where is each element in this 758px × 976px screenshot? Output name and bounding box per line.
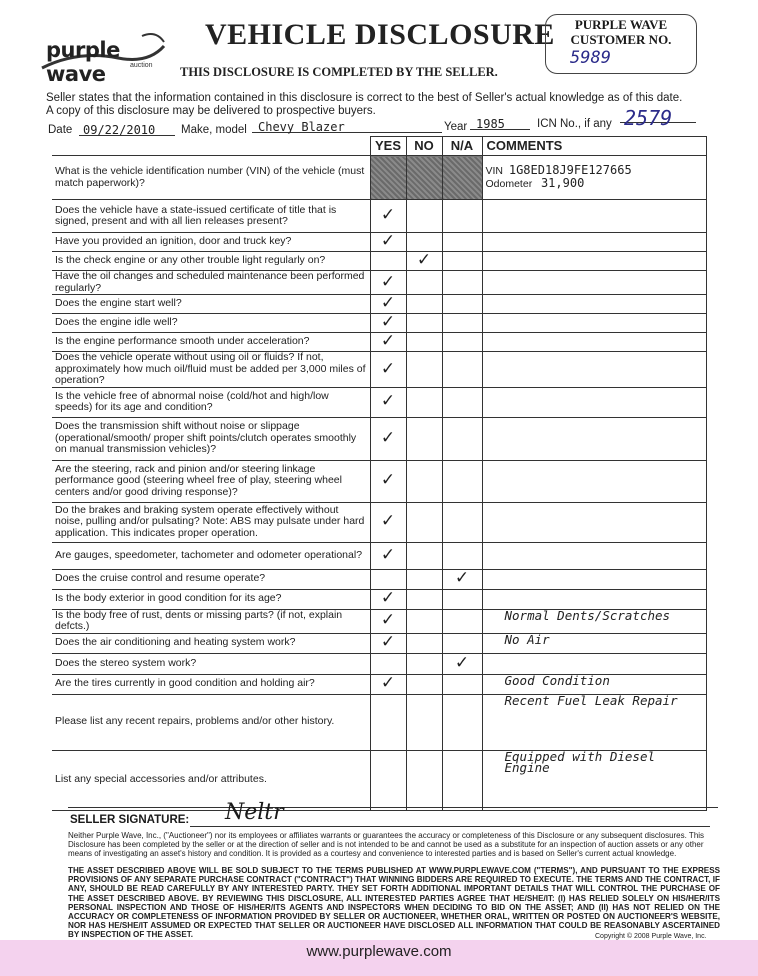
yes-check-cell[interactable]: ✓ bbox=[370, 542, 406, 569]
logo-sub: auction bbox=[130, 62, 153, 69]
question-row bbox=[52, 233, 706, 252]
question-row bbox=[52, 694, 706, 750]
comment-cell[interactable] bbox=[482, 333, 706, 352]
na-check-cell[interactable] bbox=[442, 295, 482, 314]
comment-cell[interactable]: Good Condition bbox=[482, 674, 706, 694]
date-value: 09/22/2010 bbox=[83, 123, 156, 137]
no-check-cell[interactable] bbox=[406, 542, 442, 569]
no-check-cell[interactable] bbox=[406, 589, 442, 609]
question-text: Does the vehicle have a state-issued certificate of title that is signed, present and with all lien releases present? bbox=[52, 200, 370, 233]
comment-cell[interactable]: Equipped with Diesel Engine bbox=[482, 750, 706, 810]
na-check-cell[interactable]: ✓ bbox=[442, 653, 482, 674]
purple-wave-logo bbox=[38, 28, 168, 86]
comment-cell[interactable]: Recent Fuel Leak Repair bbox=[482, 694, 706, 750]
yes-check-cell[interactable]: ✓ bbox=[370, 633, 406, 653]
no-check-cell[interactable] bbox=[406, 417, 442, 460]
comment-cell[interactable]: No Air bbox=[482, 633, 706, 653]
yes-check-cell[interactable] bbox=[370, 569, 406, 589]
customer-box-line1: PURPLE WAVE bbox=[574, 17, 668, 32]
na-check-cell[interactable] bbox=[442, 589, 482, 609]
odometer-label: Odometer bbox=[485, 177, 533, 190]
yes-check-cell[interactable]: ✓ bbox=[370, 352, 406, 388]
na-check-cell[interactable] bbox=[442, 252, 482, 271]
question-row bbox=[52, 417, 706, 460]
question-row bbox=[52, 609, 706, 633]
question-row bbox=[52, 653, 706, 674]
no-check-cell[interactable] bbox=[406, 633, 442, 653]
na-check-cell[interactable] bbox=[442, 200, 482, 233]
comment-cell[interactable] bbox=[482, 233, 706, 252]
question-text: Does the air conditioning and heating system work? bbox=[52, 633, 370, 653]
footer-bar bbox=[0, 940, 758, 976]
no-check-cell[interactable]: ✓ bbox=[406, 252, 442, 271]
terms-text: THE ASSET DESCRIBED ABOVE WILL BE SOLD SUBJECT TO THE TERMS PUBLISHED AT WWW.PURPLEWAVE.COM ("TERMS"), AND PURSUANT TO THE EXPRESS PROVISIONS OF ANY SEPARATE PURCHASE CONTRACT ("CONTRACT") THAT WINNING BIDDERS ARE REQUIRED TO EXECUTE. THE TERMS AND THE CONTRACT, IF ANY, SHOULD BE READ CAREFULLY BY ANY INTERESTED PARTY. THEY SET FORTH ADDITIONAL IMPORTANT DETAILS THAT WILL CONTROL THE PURCHASE OF THE ASSET DESCRIBED ABOVE. BY REVIEWING THIS DISCLOSURE, ALL INTERESTED PARTIES AGREE THAT HE/SHE/IT: (I) HAS RELIED SOLELY ON HIS/HER/ITS PERSONAL INSPECTION AND THOSE OF HIS/HER/ITS AGENTS AND INSPECTORS WHEN DECIDING TO BID ON THE ASSET; AND (II) HAS NOT RELIED ON THE ACCURACY OR COMPLETENESS OF INFORMATION PROVIDED BY SELLER OR AUCTIONEER, WHETHER ORAL, WRITTEN OR POSTED ON AUCTIONEER'S WEBSITE, NOR HAS HE/SHE/IT ASSUMED OR EXPECTED THAT SELLER OR AUCTIONEER HAVE DISCLOSED ALL INFORMATION THAT COULD BE REASONABLY ASCERTAINED BY INSPECTION OF THE ASSET. bbox=[68, 866, 720, 940]
comment-cell[interactable]: Normal Dents/Scratches bbox=[482, 609, 706, 633]
date-field[interactable] bbox=[79, 121, 175, 136]
comment-cell[interactable] bbox=[482, 542, 706, 569]
question-text: Please list any recent repairs, problems and/or other history. bbox=[52, 694, 370, 750]
question-text: Does the cruise control and resume operate? bbox=[52, 569, 370, 589]
yes-check-cell[interactable]: ✓ bbox=[370, 333, 406, 352]
question-text: Is the body exterior in good condition for its age? bbox=[52, 589, 370, 609]
no-check-cell[interactable] bbox=[406, 694, 442, 750]
na-check-cell[interactable] bbox=[442, 633, 482, 653]
make-field[interactable] bbox=[252, 118, 442, 133]
question-row bbox=[52, 502, 706, 542]
col-na: N/A bbox=[442, 137, 482, 156]
question-row bbox=[52, 200, 706, 233]
year-label: Year bbox=[444, 121, 468, 133]
yes-check-cell[interactable]: ✓ bbox=[370, 502, 406, 542]
no-check-cell[interactable] bbox=[406, 295, 442, 314]
no-check-cell[interactable] bbox=[406, 460, 442, 502]
na-check-cell[interactable] bbox=[442, 460, 482, 502]
col-yes: YES bbox=[370, 137, 406, 156]
yes-check-cell[interactable]: ✓ bbox=[370, 314, 406, 333]
signature-scrawl: Neltr bbox=[225, 800, 284, 825]
na-check-cell[interactable] bbox=[442, 609, 482, 633]
no-check-cell[interactable] bbox=[406, 333, 442, 352]
question-row bbox=[52, 569, 706, 589]
question-text: Are the steering, rack and pinion and/or steering linkage performance good (steering wheel free of play, steering wheel centers and/or good driving response)? bbox=[52, 460, 370, 502]
customer-number: 5989 bbox=[570, 48, 611, 68]
question-row bbox=[52, 271, 706, 295]
vin-label: VIN bbox=[485, 165, 504, 177]
year-field[interactable] bbox=[470, 115, 530, 130]
vin-odometer-cell[interactable] bbox=[482, 156, 706, 200]
signature-label: SELLER SIGNATURE: bbox=[70, 814, 190, 826]
customer-number-box bbox=[545, 14, 697, 74]
na-check-cell[interactable] bbox=[442, 352, 482, 388]
no-check-cell[interactable] bbox=[406, 233, 442, 252]
no-check-cell[interactable] bbox=[406, 750, 442, 810]
col-comments: COMMENTS bbox=[482, 137, 706, 156]
intro-text bbox=[46, 92, 682, 118]
no-check-cell[interactable] bbox=[406, 569, 442, 589]
yes-check-cell[interactable]: ✓ bbox=[370, 609, 406, 633]
question-text: Are the tires currently in good condition and holding air? bbox=[52, 674, 370, 694]
comment-cell[interactable] bbox=[482, 502, 706, 542]
question-text: Is the check engine or any other trouble light regularly on? bbox=[52, 252, 370, 271]
na-check-cell[interactable] bbox=[442, 502, 482, 542]
fine-print: Neither Purple Wave, Inc., ("Auctioneer") nor its employees or affiliates warrants or guarantees the accuracy or completeness of this Disclosure or any subsequent disclosures. This Disclosure has been completed by the seller or at the direction of seller and is not intended to be and cannot be used as a substitute for an inspection of auction assets or any other means of investigating an asset's history and condition. It is provided as a courtesy and convenience to interested parties and is based on Seller's current actual knowledge. bbox=[68, 831, 705, 858]
yes-check-cell[interactable]: ✓ bbox=[370, 674, 406, 694]
na-check-cell[interactable] bbox=[442, 417, 482, 460]
make-value: Chevy Blazer bbox=[258, 120, 345, 134]
comment-cell[interactable] bbox=[482, 387, 706, 417]
no-check-cell[interactable] bbox=[406, 271, 442, 295]
question-row bbox=[52, 387, 706, 417]
icn-field[interactable] bbox=[620, 106, 696, 130]
icn-label: ICN No., if any bbox=[537, 118, 612, 130]
na-check-cell[interactable] bbox=[442, 750, 482, 810]
shaded-cell bbox=[370, 156, 406, 200]
no-check-cell[interactable] bbox=[406, 352, 442, 388]
na-check-cell[interactable] bbox=[442, 674, 482, 694]
date-label: Date bbox=[48, 124, 73, 136]
yes-check-cell[interactable]: ✓ bbox=[370, 417, 406, 460]
na-check-cell[interactable] bbox=[442, 542, 482, 569]
question-row bbox=[52, 252, 706, 271]
shaded-cell bbox=[442, 156, 482, 200]
question-text: Is the engine performance smooth under acceleration? bbox=[52, 333, 370, 352]
comment-cell[interactable] bbox=[482, 271, 706, 295]
odometer-value: 31,900 bbox=[540, 175, 585, 190]
page-subtitle: THIS DISCLOSURE IS COMPLETED BY THE SELLER. bbox=[180, 65, 498, 79]
no-check-cell[interactable] bbox=[406, 387, 442, 417]
signature-line[interactable] bbox=[190, 826, 710, 827]
question-text: Does the stereo system work? bbox=[52, 653, 370, 674]
page-title: VEHICLE DISCLOSURE bbox=[205, 18, 555, 51]
yes-check-cell[interactable]: ✓ bbox=[370, 200, 406, 233]
na-check-cell[interactable] bbox=[442, 387, 482, 417]
na-check-cell[interactable] bbox=[442, 314, 482, 333]
na-check-cell[interactable] bbox=[442, 694, 482, 750]
vin-row bbox=[52, 156, 706, 200]
footer-url[interactable]: www.purplewave.com bbox=[306, 943, 452, 960]
question-text: List any special accessories and/or attributes. bbox=[52, 750, 370, 810]
na-check-cell[interactable]: ✓ bbox=[442, 569, 482, 589]
no-check-cell[interactable] bbox=[406, 674, 442, 694]
comment-cell[interactable] bbox=[482, 252, 706, 271]
question-text: Does the transmission shift without noise or slippage (operational/smooth/ proper shift points/clutch operates smoothly on manual transmission vehicles)? bbox=[52, 417, 370, 460]
yes-check-cell[interactable] bbox=[370, 252, 406, 271]
comment-cell[interactable] bbox=[482, 314, 706, 333]
logo-name: purple wave bbox=[46, 38, 120, 86]
question-text: Does the engine idle well? bbox=[52, 314, 370, 333]
question-text: Do the brakes and braking system operate effectively without noise, pulling and/or pulsating? Note: ABS may pulsate under hard application. This indicates proper operation. bbox=[52, 502, 370, 542]
no-check-cell[interactable] bbox=[406, 502, 442, 542]
copyright: Copyright © 2008 Purple Wave, Inc. bbox=[595, 933, 707, 940]
vin-question: What is the vehicle identification number (VIN) of the vehicle (must match paperwork)? bbox=[52, 156, 370, 200]
no-check-cell[interactable] bbox=[406, 314, 442, 333]
yes-check-cell[interactable]: ✓ bbox=[370, 271, 406, 295]
comment-cell[interactable] bbox=[482, 653, 706, 674]
comment-cell[interactable] bbox=[482, 460, 706, 502]
yes-check-cell[interactable]: ✓ bbox=[370, 589, 406, 609]
question-row bbox=[52, 314, 706, 333]
yes-check-cell[interactable]: ✓ bbox=[370, 295, 406, 314]
year-value: 1985 bbox=[476, 117, 505, 131]
question-row bbox=[52, 460, 706, 502]
no-check-cell[interactable] bbox=[406, 609, 442, 633]
question-text: Have you provided an ignition, door and truck key? bbox=[52, 233, 370, 252]
question-row bbox=[52, 589, 706, 609]
divider bbox=[68, 807, 718, 808]
na-check-cell[interactable] bbox=[442, 333, 482, 352]
question-row bbox=[52, 333, 706, 352]
yes-check-cell[interactable]: ✓ bbox=[370, 233, 406, 252]
yes-check-cell[interactable] bbox=[370, 750, 406, 810]
col-no: NO bbox=[406, 137, 442, 156]
question-text: Are gauges, speedometer, tachometer and odometer operational? bbox=[52, 542, 370, 569]
no-check-cell[interactable] bbox=[406, 653, 442, 674]
intro-line2: A copy of this disclosure may be delivered to prospective buyers. bbox=[46, 105, 376, 117]
comment-cell[interactable] bbox=[482, 417, 706, 460]
vin-value: 1G8ED18J9FE127665 bbox=[508, 163, 632, 177]
shaded-cell bbox=[406, 156, 442, 200]
make-label: Make, model bbox=[181, 124, 247, 136]
question-text: Have the oil changes and scheduled maintenance been performed regularly? bbox=[52, 271, 370, 295]
na-check-cell[interactable] bbox=[442, 271, 482, 295]
no-check-cell[interactable] bbox=[406, 200, 442, 233]
question-row bbox=[52, 633, 706, 653]
yes-check-cell[interactable]: ✓ bbox=[370, 460, 406, 502]
intro-line1: Seller states that the information contained in this disclosure is correct to the best of Seller's actual knowledge as of this date. bbox=[46, 92, 683, 104]
comment-cell[interactable] bbox=[482, 569, 706, 589]
yes-check-cell[interactable] bbox=[370, 694, 406, 750]
question-row bbox=[52, 750, 706, 810]
yes-check-cell[interactable]: ✓ bbox=[370, 387, 406, 417]
question-text: Is the body free of rust, dents or missing parts? (if not, explain defcts.) bbox=[52, 609, 370, 633]
comment-cell[interactable] bbox=[482, 200, 706, 233]
question-text: Is the vehicle free of abnormal noise (cold/hot and high/low speeds) for its age and condition? bbox=[52, 387, 370, 417]
icn-value: 2579 bbox=[624, 106, 673, 130]
question-row bbox=[52, 674, 706, 694]
yes-check-cell[interactable] bbox=[370, 653, 406, 674]
question-text: Does the vehicle operate without using oil or fluids? If not, approximately how much oil/fluid must be added per 3,000 miles of operation? bbox=[52, 352, 370, 388]
comment-cell[interactable] bbox=[482, 352, 706, 388]
question-text: Does the engine start well? bbox=[52, 295, 370, 314]
customer-box-line2: CUSTOMER NO. bbox=[570, 32, 672, 47]
comment-cell[interactable] bbox=[482, 589, 706, 609]
na-check-cell[interactable] bbox=[442, 233, 482, 252]
comment-cell[interactable] bbox=[482, 295, 706, 314]
question-row bbox=[52, 295, 706, 314]
question-row bbox=[52, 352, 706, 388]
question-row bbox=[52, 542, 706, 569]
disclosure-table bbox=[52, 136, 707, 811]
